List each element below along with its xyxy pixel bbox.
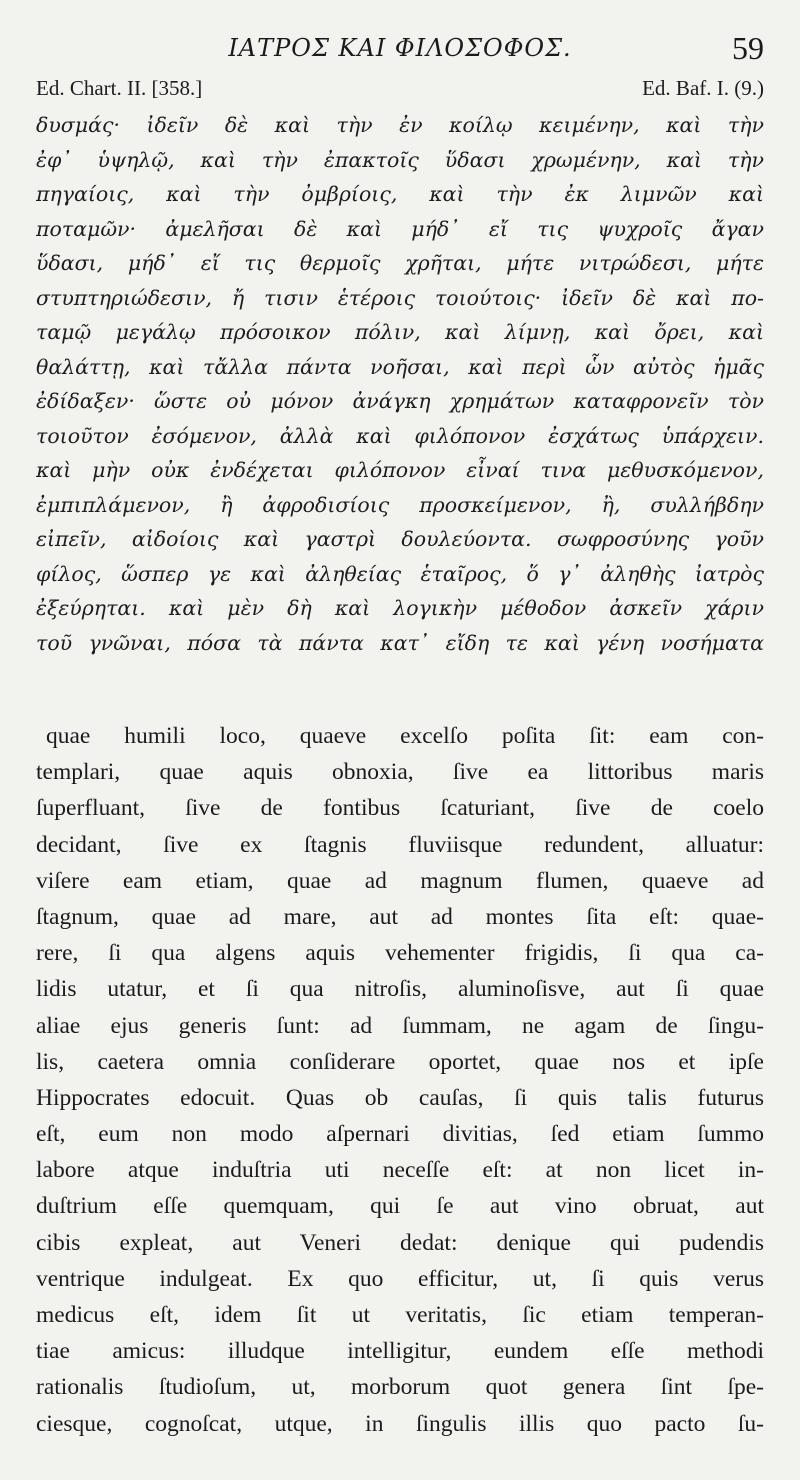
latin-line: decidant, ſive ex ſtagnis fluviisque redundent, alluatur:: [36, 831, 764, 858]
greek-line: ἐδίδαξεν· ὥστε οὐ μόνον ἀνάγκη χρημάτων καταφρονεῖν τὸν: [36, 389, 764, 413]
latin-line: viſere eam etiam, quae ad magnum flumen, quaeve ad: [36, 867, 764, 894]
greek-text-block: [36, 108, 764, 660]
greek-line: θαλάττῃ, καὶ τἄλλα πάντα νοῆσαι, καὶ περὶ ὧν αὐτὸς ἡμᾶς: [36, 354, 764, 379]
latin-line: labore atque induſtria uti neceſſe eſt: at non licet in-: [36, 1157, 764, 1184]
latin-line: tiae amicus: illudque intelligitur, eundem eſſe methodi: [36, 1338, 764, 1365]
latin-text-block: [36, 718, 764, 1442]
latin-line: rationalis ſtudioſum, ut, morborum quot genera ſint ſpe-: [36, 1374, 764, 1401]
latin-line: aliae ejus generis ſunt: ad ſummam, ne agam de ſingu-: [36, 1012, 764, 1039]
greek-line: τοιοῦτον ἐσόμενον, ἀλλὰ καὶ φιλόπονον ἐσχάτως ὑπάρχειν.: [36, 423, 764, 448]
greek-line: δυσμάς· ἰδεῖν δὲ καὶ τὴν ἐν κοίλῳ κειμένην, καὶ τὴν: [36, 113, 764, 137]
latin-line: ſtagnum, quae ad mare, aut ad montes ſita eſt: quae-: [36, 903, 764, 930]
edition-chartier-reference: Ed. Chart. II. [358.]: [36, 76, 203, 100]
running-title: ΙΑΤΡΟΣ ΚΑΙ ΦΙΛΟΣΟΦΟΣ.: [228, 34, 572, 62]
latin-line: ciesque, cognoſcat, utque, in ſingulis illis quo pacto ſu-: [36, 1410, 764, 1437]
greek-line: στυπτηριώδεσιν, ἤ τισιν ἑτέροις τοιούτοις· ἰδεῖν δὲ καὶ πο-: [36, 285, 764, 310]
page-number: 59: [732, 30, 764, 66]
greek-line: πηγαίοις, καὶ τὴν ὀμβρίοις, καὶ τὴν ἐκ λιμνῶν καὶ: [36, 182, 764, 206]
latin-line: ventrique indulgeat. Ex quo efficitur, ut, ſi quis verus: [36, 1265, 764, 1292]
latin-line: templari, quae aquis obnoxia, ſive ea littoribus maris: [36, 759, 764, 786]
greek-line: φίλος, ὥσπερ γε καὶ ἀληθείας ἑταῖρος, ὅ γ᾿ ἀληθὴς ἰατρὸς: [36, 561, 764, 586]
greek-line: ὕδασι, μήδ᾿ εἴ τις θερμοῖς χρῆται, μήτε νιτρώδεσι, μήτε: [36, 251, 764, 275]
greek-line: ταμῷ μεγάλῳ πρόσοικον πόλιν, καὶ λίμνῃ, καὶ ὄρει, καὶ: [36, 320, 764, 344]
latin-line: Hippocrates edocuit. Quas ob cauſas, ſi quis talis futurus: [36, 1084, 764, 1111]
latin-line: eſt, eum non modo aſpernari divitias, ſed etiam ſummo: [36, 1121, 764, 1148]
edition-references: [36, 76, 764, 104]
latin-line: lis, caetera omnia conſiderare oportet, quae nos et ipſe: [36, 1048, 764, 1075]
latin-line: quae humili loco, quaeve excelſo poſita ſit: eam con-: [46, 723, 764, 749]
greek-line: ἐφ᾿ ὑψηλῷ, καὶ τὴν ἐπακτοῖς ὕδασι χρωμένην, καὶ τὴν: [36, 147, 764, 172]
latin-line: duſtrium eſſe quemquam, qui ſe aut vino obruat, aut: [36, 1193, 764, 1220]
edition-basel-reference: Ed. Baf. I. (9.): [642, 76, 764, 100]
latin-line: cibis expleat, aut Veneri dedat: denique qui pudendis: [36, 1229, 764, 1256]
latin-line: ſuperfluant, ſive de fontibus ſcaturiant, ſive de coelo: [36, 795, 764, 822]
latin-line: rere, ſi qua algens aquis vehementer frigidis, ſi qua ca-: [36, 940, 764, 967]
greek-line: ἐμπιπλάμενον, ἢ ἀφροδισίοις προσκείμενον, ἢ, συλλήβδην: [36, 492, 764, 517]
greek-line: ποταμῶν· ἀμελῆσαι δὲ καὶ μήδ᾿ εἴ τις ψυχροῖς ἄγαν: [36, 216, 764, 241]
greek-line: ἐξεύρηται. καὶ μὲν δὴ καὶ λογικὴν μέθοδον ἀσκεῖν χάριν: [36, 596, 764, 620]
greek-line: καὶ μὴν οὐκ ἐνδέχεται φιλόπονον εἶναί τινα μεθυσκόμενον,: [36, 458, 764, 482]
greek-line: τοῦ γνῶναι, πόσα τὰ πάντα κατ᾿ εἴδη τε καὶ γένη νοσήματα: [36, 630, 764, 655]
latin-line: lidis utatur, et ſi qua nitroſis, aluminoſisve, aut ſi quae: [36, 976, 764, 1003]
greek-line: εἰπεῖν, αἰδοίοις καὶ γαστρὶ δουλεύοντα. σωφροσύνης γοῦν: [36, 527, 764, 551]
latin-line: medicus eſt, idem ſit ut veritatis, ſic etiam temperan-: [36, 1302, 764, 1328]
running-head: [0, 30, 800, 66]
